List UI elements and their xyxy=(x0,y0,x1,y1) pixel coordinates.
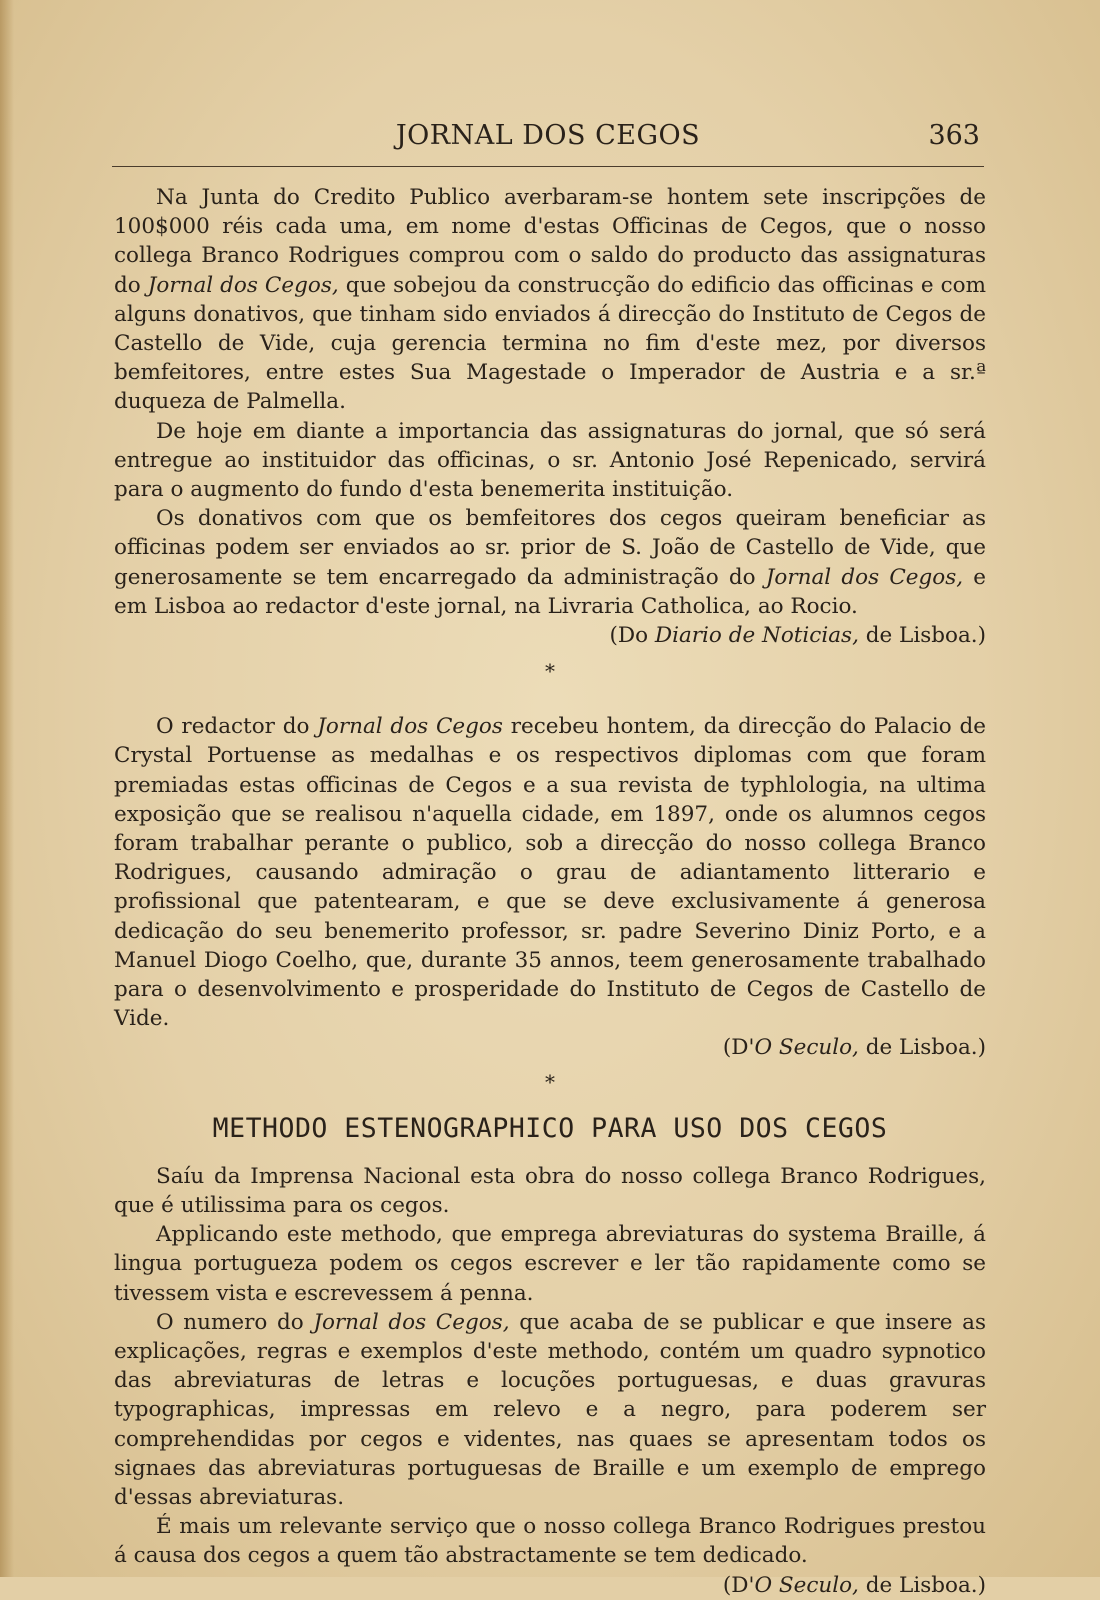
section-heading: METHODO ESTENOGRAPHICO PARA USO DOS CEGOS xyxy=(212,1112,888,1144)
article2-paragraph: O redactor do Jornal dos Cegos recebeu hontem, da direcção do Palacio de Crystal Portuense as medalhas e os respectivos diplomas com que foram premiadas estas officinas de Cegos e a sua revista de typhlologia, na ultima exposição que se realisou n'aquella cidade, em 1897, onde os alumnos cegos foram trabalhar perante o publico, sob a direcção do nosso collega Branco Rodrigues, causando admiração o grau de adiantamento litterario e profissional que patentearam, e que se deve exclusivamente á generosa dedicação do seu benemerito professor, sr. padre Severino Diniz Porto, e a Manuel Diogo Coelho, que, durante 35 annos, teem generosamente trabalhado para o desenvolvimento e prosperidade do Instituto de Cegos de Castello de Vide. xyxy=(114,714,987,1032)
section-paragraph-2: Applicando este methodo, que emprega abreviaturas do systema Braille, á lingua portugueza podem os cegos escrever e ler tão rapidamente como se tivessem vista e escrevessem á penna. xyxy=(114,1222,986,1306)
page-edge xyxy=(0,0,14,1577)
article2-source: (D'O Seculo, de Lisboa.) xyxy=(722,1035,986,1061)
running-header xyxy=(112,118,984,167)
section-paragraph-1: Saíu da Imprensa Nacional esta obra do nosso collega Branco Rodrigues, que é utilissima para os cegos. xyxy=(114,1163,986,1218)
article1-paragraph-1: Na Junta do Credito Publico averbaram-se hontem sete inscripções de 100$000 réis cada uma, em nome d'estas Officinas de Cegos, que o nosso collega Branco Rodrigues comprou com o saldo do producto das assignaturas do Jornal dos Cegos, que sobejou da construcção do edificio das officinas e com alguns donativos, que tinham sido enviados á direcção do Instituto de Cegos de Castello de Vide, cuja gerencia termina no fim d'este mez, por diversos bemfeitores, entre estes Sua Magestade o Imperador de Austria e a sr.ª duqueza de Palmella. xyxy=(114,185,986,415)
separator-asterisk: * xyxy=(545,1069,555,1094)
separator-asterisk: * xyxy=(545,659,555,684)
section-paragraph-3: O numero do Jornal dos Cegos, que acaba de se publicar e que insere as explicações, regras e exemplos d'este methodo, contém um quadro sypnotico das abreviaturas de letras e locuções portuguesas, e duas gravuras typographicas, impressas em relevo e a negro, para poderem ser comprehendidas por cegos e videntes, nas quaes se apresentam todos os signaes das abreviaturas portuguesas de Braille e um exemplo de emprego d'essas abreviaturas. xyxy=(114,1309,986,1510)
article1-paragraph-2: De hoje em diante a importancia das assignaturas do jornal, que só será entregue ao instituidor das officinas, o sr. Antonio José Repenicado, servirá para o augmento do fundo d'esta benemerita instituição. xyxy=(114,418,986,503)
page-body xyxy=(114,183,986,1600)
journal-title: JORNAL DOS CEGOS xyxy=(395,120,701,151)
section-paragraph-4: É mais um relevante serviço que o nosso collega Branco Rodrigues prestou á causa dos cegos a quem tão abstractamente se tem dedicado. xyxy=(114,1514,986,1569)
article1-paragraph-3: Os donativos com que os bemfeitores dos cegos queiram beneficiar as officinas podem ser enviados ao sr. prior de S. João de Castello de Vide, que generosamente se tem encarregado da administração do Jornal dos Cegos, e em Lisboa ao redactor d'este jornal, na Livraria Catholica, ao Rocio. xyxy=(114,506,987,619)
article1-source: (Do Diario de Noticias, de Lisboa.) xyxy=(609,623,986,649)
page-number: 363 xyxy=(928,120,980,151)
section-source: (D'O Seculo, de Lisboa.) xyxy=(722,1572,986,1598)
